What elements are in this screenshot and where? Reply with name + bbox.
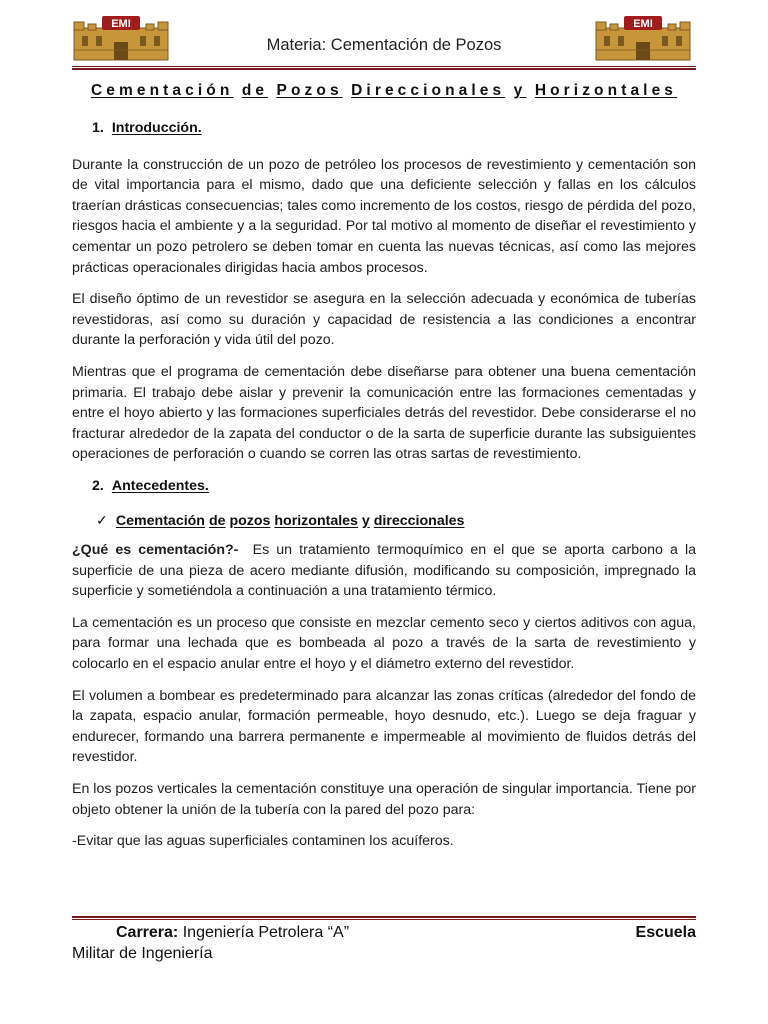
- paragraph: Durante la construcción de un pozo de petróleo los procesos de revestimiento y cementación son de vital importancia para el mismo, dado que una deficiente selección y fallas en los cálculos traerían drásticas consecuencias; tales como incremento de los costos, riesgo de pérdida del pozo, riesgos hacia el ambiente y a la seguridad. Por tal motivo al momento de diseñar el revestimiento y cementar un pozo petrolero se deben tomar en cuenta las nuevas técnicas, así como las mejores prácticas operacionales dirigidas hacia ambos procesos.: [72, 156, 696, 276]
- subheading-word: horizontales: [274, 512, 358, 529]
- section-heading-antecedentes: [92, 476, 696, 497]
- section-number: 1.: [92, 120, 104, 136]
- section-title: Introducción.: [111, 120, 202, 136]
- question-answer: Es un tratamiento termoquímico en el que se aporta carbono a la superficie de una pieza de acero mediante difusión, modificando su composición, impregnado la superficie y sometiéndola a continuación a una tratamiento térmico.: [72, 542, 697, 600]
- subheading-cementacion: [96, 511, 696, 532]
- checkmark-icon: ✓: [96, 512, 108, 529]
- definition-paragraph: [72, 540, 696, 602]
- header-title: Materia: Cementación de Pozos: [266, 36, 502, 54]
- subheading-word: y: [361, 512, 370, 529]
- paragraph: El diseño óptimo de un revestidor se asegura en la selección adecuada y económica de tuberías revestidoras, así como su duración y capacidad de resistencia a las condiciones a encontrar durante la perforación y vida útil del pozo.: [72, 291, 696, 349]
- title-word: Horizontales: [534, 82, 678, 99]
- title-word: Cementación: [90, 82, 234, 99]
- subheading-word: pozos: [229, 512, 271, 529]
- section-number: 2.: [92, 477, 104, 494]
- subheading-word: direccionales: [373, 512, 465, 529]
- paragraph: En los pozos verticales la cementación constituye una operación de singular importancia. Tiene por objeto obtener la unión de la tubería con la pared del pozo para:: [72, 781, 696, 818]
- carrera-label: Carrera:: [116, 924, 179, 941]
- subheading-word: de: [208, 512, 226, 529]
- logo-lettering: EMI: [633, 18, 653, 30]
- title-word: Direccionales: [351, 82, 506, 99]
- header-divider: [72, 66, 696, 70]
- title-word: de: [241, 82, 269, 99]
- title-word: Pozos: [276, 82, 343, 99]
- section-title: Antecedentes.: [111, 477, 209, 494]
- document-body: [72, 118, 696, 863]
- document-title: [72, 82, 696, 100]
- paragraph: -Evitar que las aguas superficiales contaminen los acuíferos.: [72, 833, 454, 850]
- footer-divider: [72, 916, 696, 920]
- paragraph: La cementación es un proceso que consiste en mezclar cemento seco y ciertos aditivos con agua, para formar una lechada que es bombeada al pozo a través de la sarta de revestimiento y colocarlo en el espacio anular entre el hoyo y el diámetro externo del revestidor.: [72, 614, 696, 673]
- question-label: ¿Qué es cementación?-: [72, 542, 239, 559]
- title-word: y: [513, 82, 527, 99]
- paragraph: Mientras que el programa de cementación debe diseñarse para obtener una buena cementación primaria. El trabajo debe aislar y prevenir la comunicación entre las formaciones cementadas y entre el hoyo abierto y las formaciones superficiales detrás del revestidor. Debe considerarse el no fracturar alrededor de la zapata del conductor o de la sarta de superficie durante las subsiguientes operaciones de perforación o cuando se corren las otras sartas de revestimiento.: [72, 363, 696, 463]
- footer-school-name: Militar de Ingeniería: [72, 945, 213, 962]
- logo-lettering: EMI: [111, 18, 131, 30]
- footer-escuela: Escuela: [635, 924, 696, 941]
- subheading-word: Cementación: [115, 512, 205, 529]
- carrera-value: Ingeniería Petrolera “A”: [182, 924, 350, 941]
- paragraph: El volumen a bombear es predeterminado para alcanzar las zonas críticas (alrededor del fondo de la zapata, espacio anular, formación permeable, hoyo desnudo, etc.). Luego se deja fraguar y endurecer, formando una barrera permanente e impermeable al movimiento de fluidos detrás del revestidor.: [72, 687, 696, 766]
- section-heading-introduccion: [92, 118, 696, 139]
- footer-carrera: [116, 924, 349, 942]
